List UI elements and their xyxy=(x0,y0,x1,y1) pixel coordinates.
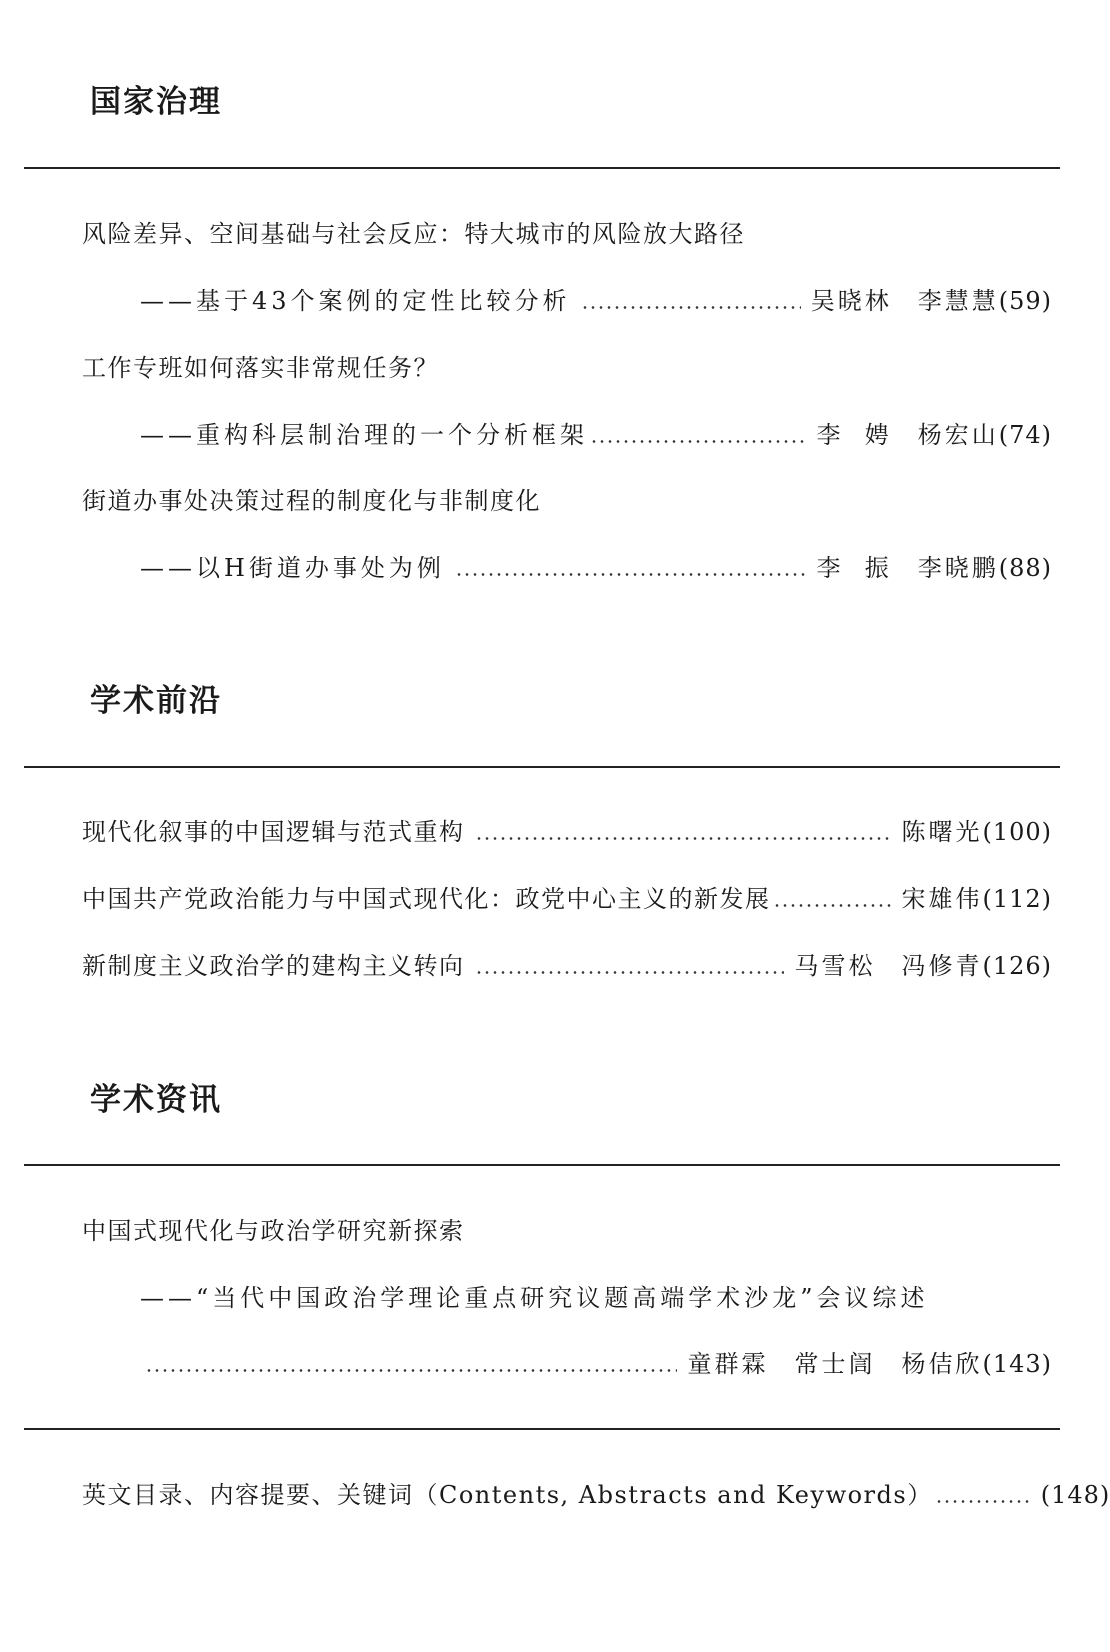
article-title[interactable]: 中国式现代化与政治学研究新探索 xyxy=(82,1217,465,1245)
footer-row[interactable] xyxy=(82,1475,1110,1515)
article-row[interactable] xyxy=(82,879,1052,919)
section-title: 学术前沿 xyxy=(90,683,222,719)
author: 童群霖 xyxy=(687,1350,769,1378)
dot-leader xyxy=(590,440,806,443)
author: 马雪松 xyxy=(794,952,876,980)
author: 吴晓林 xyxy=(810,287,892,315)
author: 冯修青 xyxy=(901,952,983,980)
section-divider xyxy=(24,766,1060,768)
section-divider xyxy=(24,167,1060,169)
article-title[interactable]: 现代化叙事的中国逻辑与范式重构 xyxy=(82,818,465,846)
article-row[interactable] xyxy=(82,946,1052,986)
page-number: (112) xyxy=(982,885,1052,913)
section-divider xyxy=(24,1164,1060,1166)
footer-title[interactable]: 英文目录、内容提要、关键词（Contents, Abstracts and Keywords） xyxy=(82,1481,933,1509)
article-subtitle-row xyxy=(140,415,1052,455)
page-number: (148) xyxy=(1040,1481,1110,1509)
page-number: (88) xyxy=(998,554,1052,582)
dot-leader xyxy=(145,1369,677,1372)
article-authors-row xyxy=(145,1344,1052,1384)
author: 宋雄伟 xyxy=(901,885,983,913)
article-title[interactable]: 街道办事处决策过程的制度化与非制度化 xyxy=(82,487,541,515)
page-number: (100) xyxy=(982,818,1052,846)
page-number: (143) xyxy=(982,1350,1052,1378)
dot-leader xyxy=(581,306,801,309)
article-subtitle: ——“当代中国政治学理论重点研究议题高端学术沙龙”会议综述 xyxy=(140,1284,929,1312)
page-number: (126) xyxy=(982,952,1052,980)
article-title[interactable]: 新制度主义政治学的建构主义转向 xyxy=(82,952,465,980)
author: 杨宏山 xyxy=(917,421,999,449)
article-subtitle: ——基于43个案例的定性比较分析 xyxy=(140,287,571,315)
author: 李 娉 xyxy=(816,421,892,449)
article-subtitle-row xyxy=(140,548,1052,588)
article-subtitle: ——重构科层制治理的一个分析框架 xyxy=(140,421,588,449)
dot-leader xyxy=(773,904,892,907)
article-title[interactable]: 工作专班如何落实非常规任务？ xyxy=(82,354,439,382)
author: 李慧慧 xyxy=(917,287,999,315)
section-title: 学术资讯 xyxy=(90,1082,222,1118)
dot-leader xyxy=(455,573,807,576)
article-title[interactable]: 中国共产党政治能力与中国式现代化：政党中心主义的新发展 xyxy=(82,885,771,913)
author: 李晓鹏 xyxy=(917,554,999,582)
author: 李 振 xyxy=(816,554,892,582)
dot-leader xyxy=(475,971,785,974)
author: 杨佶欣 xyxy=(901,1350,983,1378)
author: 陈曙光 xyxy=(901,818,983,846)
footer-divider xyxy=(24,1428,1060,1430)
author: 常士訚 xyxy=(794,1350,876,1378)
page-number: (74) xyxy=(998,421,1052,449)
article-title[interactable]: 风险差异、空间基础与社会反应：特大城市的风险放大路径 xyxy=(82,220,745,248)
page-number: (59) xyxy=(998,287,1052,315)
article-subtitle-row xyxy=(140,281,1052,321)
article-subtitle: ——以H街道办事处为例 xyxy=(140,554,445,582)
article-row[interactable] xyxy=(82,812,1052,852)
dot-leader xyxy=(935,1500,1031,1503)
dot-leader xyxy=(475,837,892,840)
section-title: 国家治理 xyxy=(90,84,222,120)
